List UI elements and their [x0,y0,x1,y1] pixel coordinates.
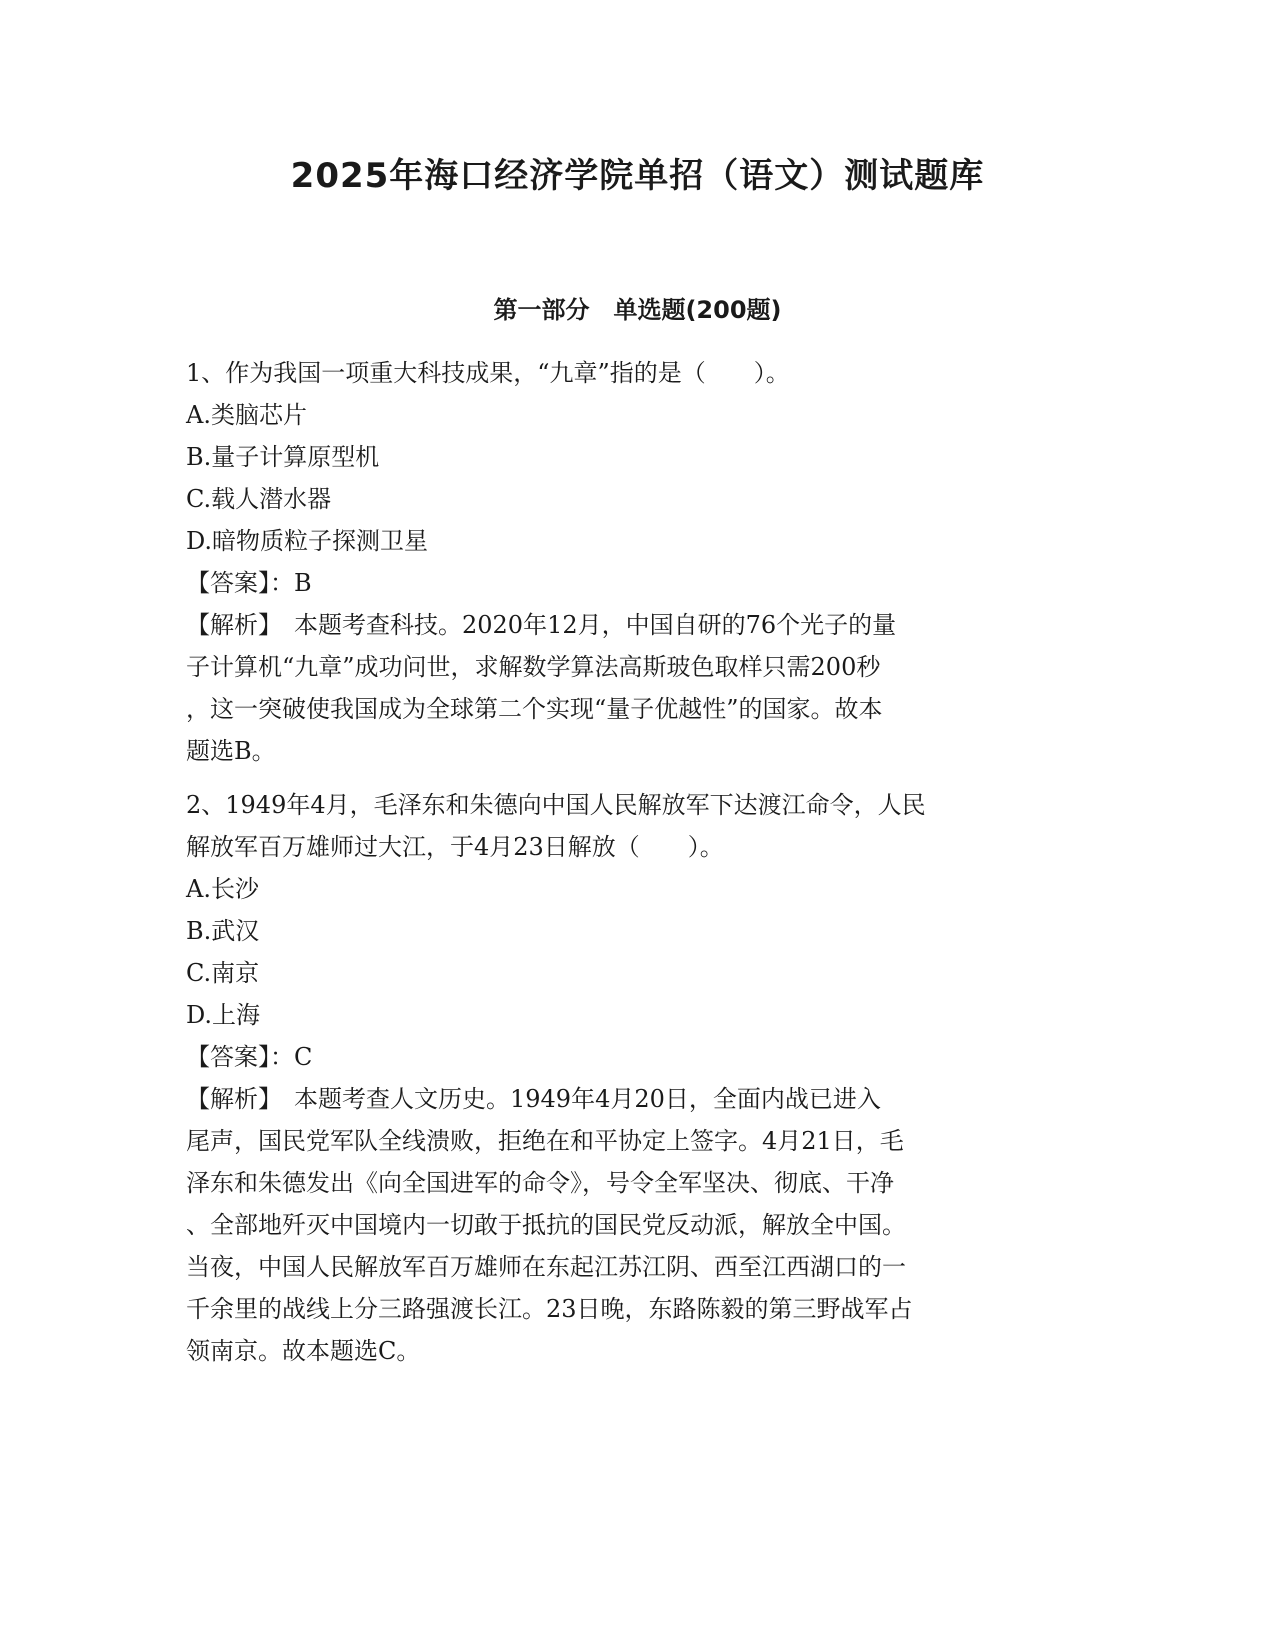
analysis-label: 【解析】 [186,1085,294,1113]
answer-label: 【答案】： [186,569,294,597]
option-b: B.量子计算原型机 [186,443,380,471]
analysis-text: 本题考查人文历史。1949年4月20日，全面内战已进入 [294,1085,881,1113]
analysis-text: 题选B。 [186,737,276,765]
analysis-line [186,1078,1086,1120]
section-heading: 第一部分 单选题(200题) [493,296,782,324]
question-stem: 1、作为我国一项重大科技成果，“九章”指的是（ ）。 [186,359,790,387]
analysis-text: 当夜，中国人民解放军百万雄师在东起江苏江阴、西至江西湖口的一 [186,1253,906,1281]
analysis-text: 千余里的战线上分三路强渡长江。23日晚，东路陈毅的第三野战军占 [186,1295,913,1323]
analysis-text: 子计算机“九章”成功问世，求解数学算法高斯玻色取样只需200秒 [186,653,881,681]
analysis-text: 尾声，国民党军队全线溃败，拒绝在和平协定上签字。4月21日，毛 [186,1127,904,1155]
analysis-text: ，这一突破使我国成为全球第二个实现“量子优越性”的国家。故本 [186,695,883,723]
option-a: A.类脑芯片 [186,401,307,429]
question-1 [186,352,1086,772]
answer-line [186,562,1086,604]
option-c: C.南京 [186,959,260,987]
answer-label: 【答案】： [186,1043,294,1071]
analysis-text: 领南京。故本题选C。 [186,1337,421,1365]
document-title: 2025年海口经济学院单招（语文）测试题库 [290,156,985,196]
question-stem: 解放军百万雄师过大江，于4月23日解放（ ）。 [186,833,724,861]
option-c: C.载人潜水器 [186,485,332,513]
analysis-text: 泽东和朱德发出《向全国进军的命令》，号令全军坚决、彻底、干净 [186,1169,894,1197]
analysis-text: 、全部地歼灭中国境内一切敢于抵抗的国民党反动派，解放全中国。 [186,1211,906,1239]
question-stem: 2、1949年4月，毛泽东和朱德向中国人民解放军下达渡江命令，人民 [186,791,926,819]
answer-value: C [294,1043,313,1071]
analysis-label: 【解析】 [186,611,294,639]
question-2 [186,784,1086,1372]
answer-line [186,1036,1086,1078]
answer-value: B [294,569,312,597]
option-b: B.武汉 [186,917,260,945]
option-d: D.上海 [186,1001,261,1029]
option-d: D.暗物质粒子探测卫星 [186,527,429,555]
analysis-line [186,604,1086,646]
analysis-text: 本题考查科技。2020年12月，中国自研的76个光子的量 [294,611,897,639]
question-list [186,352,1086,1384]
option-a: A.长沙 [186,875,259,903]
